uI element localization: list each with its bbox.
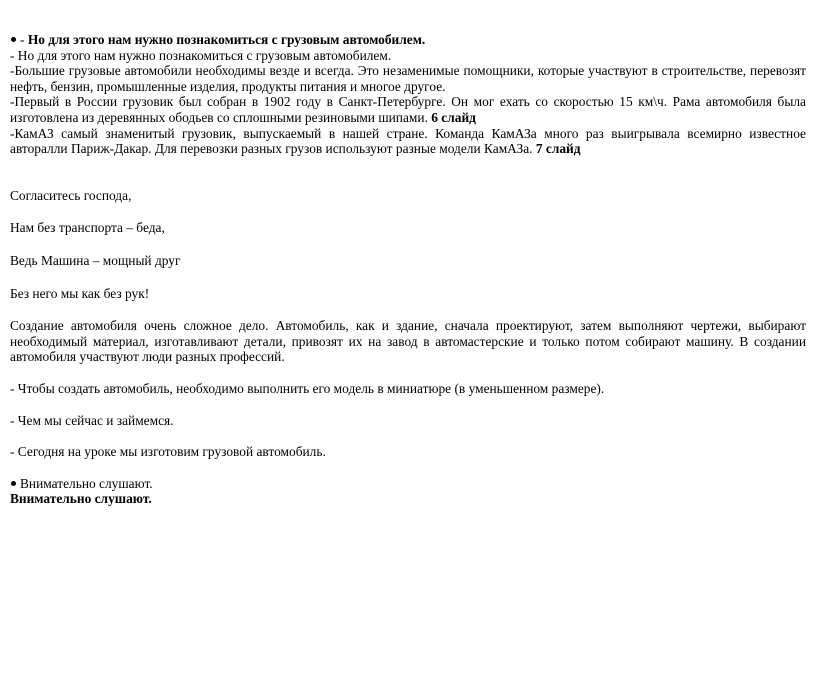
dash-line-1: - Чтобы создать автомобиль, необходимо выполнить его модель в миниатюре (в уменьшенном размере). <box>10 380 605 396</box>
document-page <box>10 32 806 507</box>
final-bold: Внимательно слушают. <box>10 491 152 507</box>
poem-line-3: Ведь Машина – мощный друг <box>10 252 181 268</box>
final-plain: Внимательно слушают. <box>20 475 153 491</box>
line-2: - Но для этого нам нужно познакомиться с грузовым автомобилем. <box>10 47 392 63</box>
poem-line-1: Согласитесь господа, <box>10 187 132 203</box>
paragraph-kamaz-text: -КамАЗ самый знаменитый грузовик, выпускаемый в нашей стране. Команда КамАЗа много раз выигрывала всемирно известное авторалли Париж-Дакар. Для перевозки разных грузов используют разные модели КамАЗа. <box>10 125 806 157</box>
bullet-line-2 <box>10 476 806 492</box>
paragraph-kamaz <box>10 126 806 157</box>
poem-line-4: Без него мы как без рук! <box>10 285 150 301</box>
bullet-line-1 <box>10 32 806 48</box>
dash: - <box>20 32 28 47</box>
bullet-icon <box>11 37 16 42</box>
paragraph-first-truck-text: -Первый в России грузовик был собран в 1902 году в Санкт-Петербурге. Он мог ехать со скоростью 15 км\ч. Рама автомобиля была изготовлена из деревянных ободьев со сплошными резиновыми шипами. <box>10 94 806 125</box>
dash-line-3: - Сегодня на уроке мы изготовим грузовой автомобиль. <box>10 444 326 460</box>
paragraph-creation: Создание автомобиля очень сложное дело. Автомобиль, как и здание, сначала проектируют, затем выполняют чертежи, выбирают необходимый материал, изготавливают детали, привозят их на завод в автомастерские и только потом собирают машину. В создании автомобиля участвуют люди разных профессий. <box>10 318 806 365</box>
dash-line-2: - Чем мы сейчас и займемся. <box>10 412 174 428</box>
bold-heading: Но для этого нам нужно познакомиться с грузовым автомобилем. <box>27 32 426 47</box>
slide-7-label: 7 слайд <box>535 141 581 157</box>
poem-line-2: Нам без транспорта – беда, <box>10 220 165 236</box>
slide-6-label: 6 слайд <box>431 109 476 125</box>
paragraph-trucks: -Большие грузовые автомобили необходимы везде и всегда. Это незаменимые помощники, которые участвуют в строительстве, перевозят нефть, бензин, промышленные изделия, продукты питания и многое другое. <box>10 63 806 94</box>
bullet-icon <box>11 481 16 486</box>
paragraph-first-truck <box>10 94 806 125</box>
